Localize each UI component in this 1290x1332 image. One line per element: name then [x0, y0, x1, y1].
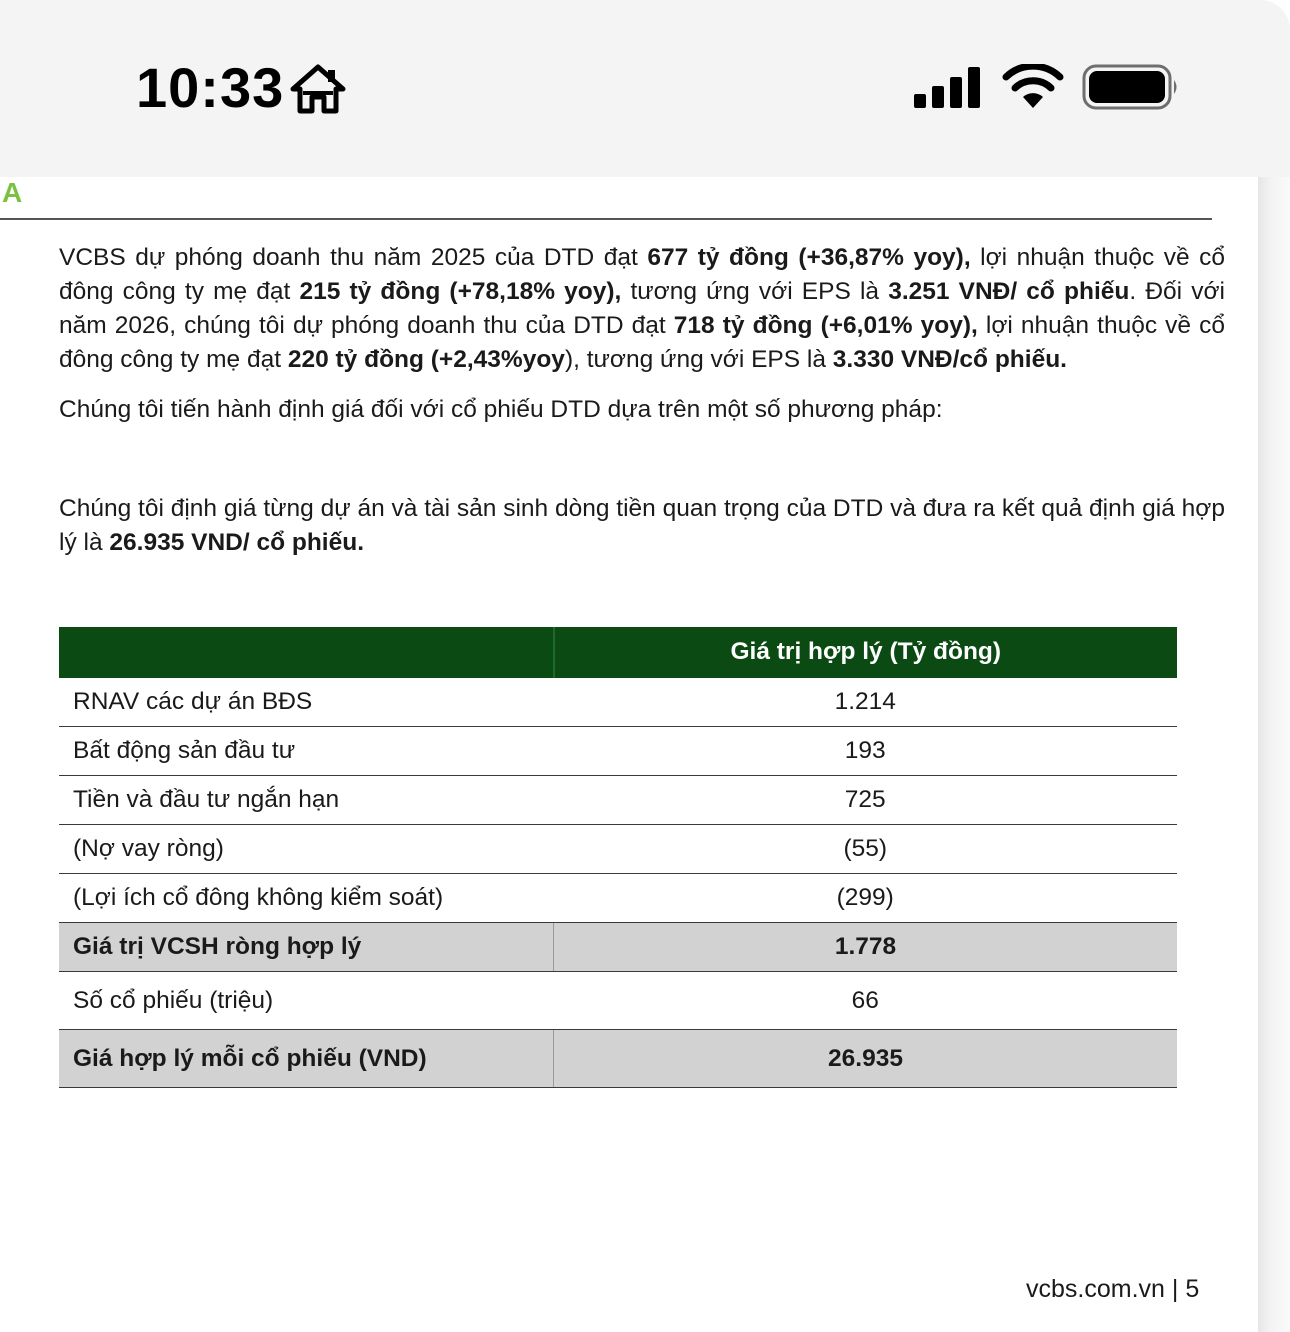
row-value: 193 [554, 727, 1178, 776]
header-divider [0, 218, 1212, 220]
method-paragraph: Chúng tôi tiến hành định giá đối với cổ phiếu DTD dựa trên một số phương pháp: [59, 396, 943, 423]
table-row [59, 678, 1177, 727]
home-icon [290, 64, 346, 114]
row-value: 26.935 [554, 1030, 1178, 1088]
table-row [59, 825, 1177, 874]
document-page [0, 177, 1258, 1332]
row-value: 1.214 [554, 678, 1178, 727]
table-row [59, 776, 1177, 825]
status-time: 10:33 [136, 56, 285, 119]
row-label: Giá hợp lý mỗi cổ phiếu (VND) [59, 1030, 554, 1088]
row-label: Bất động sản đầu tư [59, 727, 554, 776]
page-footer: vcbs.com.vn | 5 [1026, 1275, 1200, 1303]
row-value: (55) [554, 825, 1178, 874]
table-row [59, 874, 1177, 923]
row-label: Tiền và đầu tư ngắn hạn [59, 776, 554, 825]
row-value: (299) [554, 874, 1178, 923]
valuation-paragraph: Chúng tôi định giá từng dự án và tài sản sinh dòng tiền quan trọng của DTD và đưa ra kết quả định giá hợp lý là 26.935 VND/ cổ phiếu. [59, 495, 1225, 556]
row-label: (Lợi ích cổ đông không kiểm soát) [59, 874, 554, 923]
row-value: 725 [554, 776, 1178, 825]
section-letter: A [2, 177, 23, 208]
valuation-table [59, 627, 1177, 1088]
row-value: 1.778 [554, 923, 1178, 972]
signal-icon [914, 66, 982, 108]
table-row [59, 727, 1177, 776]
row-label: (Nợ vay ròng) [59, 825, 554, 874]
battery-icon [1082, 64, 1180, 110]
row-label: RNAV các dự án BĐS [59, 678, 554, 727]
forecast-paragraph: VCBS dự phóng doanh thu năm 2025 của DTD đạt 677 tỷ đồng (+36,87% yoy), lợi nhuận thuộc về cổ đông công ty mẹ đạt 215 tỷ đồng (+78,18% yoy), tương ứng với EPS là 3.251 VNĐ/ cổ phiếu. Đối với năm 2026, chúng tôi dự phóng doanh thu của DTD đạt 718 tỷ đồng (+6,01% yoy), lợi nhuận thuộc về cổ đông công ty mẹ đạt 220 tỷ đồng (+2,43%yoy), tương ứng với EPS là 3.330 VNĐ/cổ phiếu. [59, 244, 1226, 373]
row-label: Giá trị VCSH ròng hợp lý [59, 923, 554, 972]
row-value: 66 [554, 972, 1178, 1030]
table-row [59, 972, 1177, 1030]
page-edge [1258, 177, 1290, 1332]
table-row-highlight [59, 923, 1177, 972]
status-bar [0, 0, 1290, 177]
table-header-value: Giá trị hợp lý (Tỷ đồng) [554, 627, 1178, 678]
row-label: Số cổ phiếu (triệu) [59, 972, 554, 1030]
wifi-icon [1002, 64, 1064, 108]
table-row-highlight [59, 1030, 1177, 1088]
table-header-row [59, 627, 1177, 678]
table-header-label [59, 627, 554, 678]
